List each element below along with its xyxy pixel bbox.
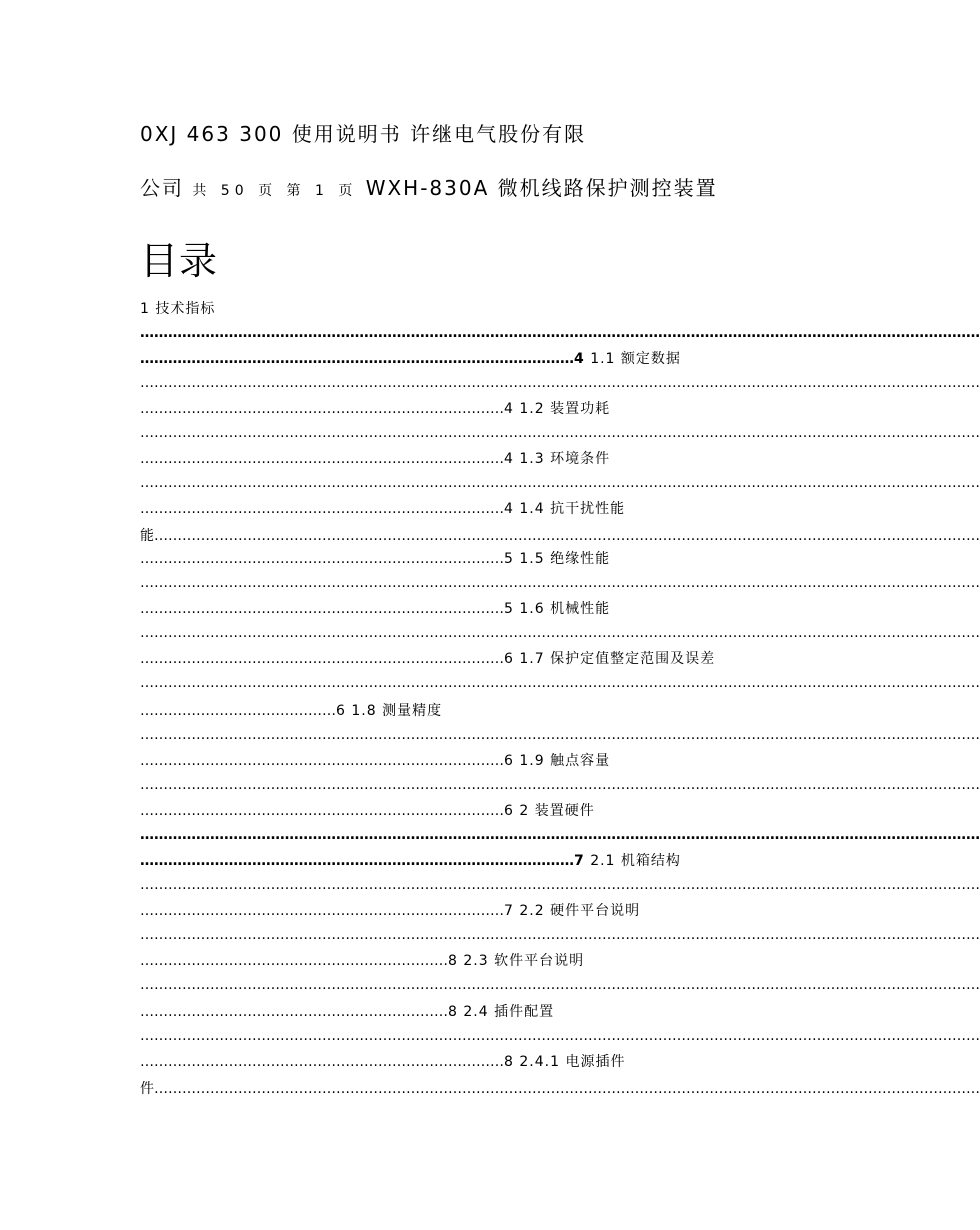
toc-page-number: 6 (504, 803, 514, 819)
toc-page-number: 7 (574, 853, 585, 869)
toc-page-number: 8 (504, 1054, 514, 1070)
toc-entry-label: 2.4 插件配置 (463, 1004, 555, 1020)
dot-leader: ……………………………………………………………………………………………………………………………………………………………… (140, 877, 980, 893)
toc-entry-label: 2.3 软件平台说明 (463, 953, 585, 969)
toc-entry-label: 2.2 硬件平台说明 (519, 903, 641, 919)
toc-entry-label: 1 技术指标 (140, 301, 216, 317)
dot-leader: ……………………………………………………………………………………………………………………………………………………………… (140, 375, 980, 391)
dot-leader: ……………………………………………………………………………………………………………………………………………………………… (140, 927, 980, 943)
toc-entry (140, 598, 810, 618)
toc-entry (140, 850, 810, 870)
dot-leader: …………………………………………………………………… (140, 451, 504, 467)
toc-entry-label: 1.3 环境条件 (519, 451, 611, 467)
toc-page-number: 8 (448, 953, 458, 969)
dot-leader: …………………………………………………………………… (140, 803, 504, 819)
dot-leader: …………………………………………………………………… (140, 601, 504, 617)
toc-entry (140, 448, 810, 468)
page-count: 共 50 页 第 1 页 (192, 183, 358, 199)
header-company-suffix: 公司 (140, 176, 184, 200)
dot-leader: ……………………………………………………………………………………………………………………………………………………………… (140, 727, 980, 743)
toc-entry (140, 398, 810, 418)
dot-leader: …………………………………………………………………… (140, 1054, 504, 1070)
dot-leader: ……………………………………………………………………………………………………………………………………………………………… (140, 625, 980, 641)
toc-page-number: 4 (504, 401, 514, 417)
dot-leader: ……………………………………………………………………………………………………………………………………………………………… (140, 475, 980, 491)
dot-leader: …………………………………………………………………… (140, 651, 504, 667)
toc-page-number: 5 (504, 601, 514, 617)
dot-leader: ……………………………………………………………………………………………………………………………………………………………… (140, 827, 980, 843)
toc-entry (140, 950, 810, 970)
dot-leader: ……………………………………………………………………………………………………………………………………………………………… (140, 977, 980, 993)
toc-entry (140, 1001, 810, 1021)
header-line-2 (140, 172, 810, 201)
toc-title: 目录 (140, 239, 219, 283)
toc-entry (140, 648, 810, 668)
dot-leader: ………………………………………………………… (140, 1004, 448, 1020)
dot-leader: …………………………………………………………………… (140, 903, 504, 919)
toc-page-number: 4 (504, 451, 514, 467)
dot-leader: ………………………………………………………… (140, 953, 448, 969)
toc-entry-label: 1.7 保护定值整定范围及误差 (519, 651, 716, 667)
toc-entry (140, 800, 810, 820)
header-text: 0XJ 463 300 使用说明书 许继电气股份有限 (140, 122, 587, 146)
toc-page-number: 6 (336, 703, 346, 719)
toc-page-number: 4 (504, 501, 514, 517)
dot-leader: ……………………………………………………………………………………………………………………………………………………………… (140, 325, 980, 341)
toc-page-number: 6 (504, 651, 514, 667)
header-line-1 (140, 118, 810, 147)
toc-entry-label: 1.5 绝缘性能 (519, 551, 611, 567)
dot-leader: ………………………………………………………………………………… (140, 853, 574, 869)
dot-leader: …………………………………………………………………… (140, 501, 504, 517)
toc-entry (140, 548, 810, 568)
toc-entry-label: 1.2 装置功耗 (519, 401, 611, 417)
dot-leader: ……………………………………………………………………………………………………………………………………………………………… (140, 575, 980, 591)
dot-leader: ……………………………………………………………………………………………………………………………………………………………… (140, 777, 980, 793)
toc-entry (140, 498, 810, 518)
toc-entry-label: 2 装置硬件 (519, 803, 595, 819)
dot-leader: ………………………………………………………………………………… (140, 351, 574, 367)
dot-leader: …………………………………………………………………… (140, 753, 504, 769)
toc-page-number: 6 (504, 753, 514, 769)
device-name: WXH-830A 微机线路保护测控装置 (365, 176, 718, 200)
dot-leader: …………………………………………………………………… (140, 401, 504, 417)
dot-leader: 件…………………………………………………………………………………………………………………………………………………………… (140, 1081, 980, 1097)
toc-entry (140, 750, 810, 770)
dot-leader: …………………………………………………………………… (140, 551, 504, 567)
dot-leader: …………………………………… (140, 703, 336, 719)
toc-entry-label: 1.9 触点容量 (519, 753, 611, 769)
toc-page-number: 8 (448, 1004, 458, 1020)
toc-entry-label: 1.8 测量精度 (351, 703, 443, 719)
toc-entry (140, 1051, 810, 1071)
dot-leader: 能…………………………………………………………………………………………………………………………………………………………… (140, 528, 980, 544)
toc-page-number: 5 (504, 551, 514, 567)
toc-page-number: 7 (504, 903, 514, 919)
toc-entry-label: 1.1 额定数据 (590, 351, 681, 367)
toc-entry (140, 348, 810, 368)
toc-entry-label: 1.6 机械性能 (519, 601, 611, 617)
toc-entry (140, 700, 810, 720)
toc-entry (140, 900, 810, 920)
toc-entry-label: 2.4.1 电源插件 (519, 1054, 626, 1070)
toc-entry-label: 2.1 机箱结构 (590, 853, 681, 869)
toc-page-number: 4 (574, 351, 585, 367)
dot-leader: ……………………………………………………………………………………………………………………………………………………………… (140, 675, 980, 691)
toc-entry-label: 1.4 抗干扰性能 (519, 501, 626, 517)
dot-leader: ……………………………………………………………………………………………………………………………………………………………… (140, 425, 980, 441)
dot-leader: ……………………………………………………………………………………………………………………………………………………………… (140, 1028, 980, 1044)
